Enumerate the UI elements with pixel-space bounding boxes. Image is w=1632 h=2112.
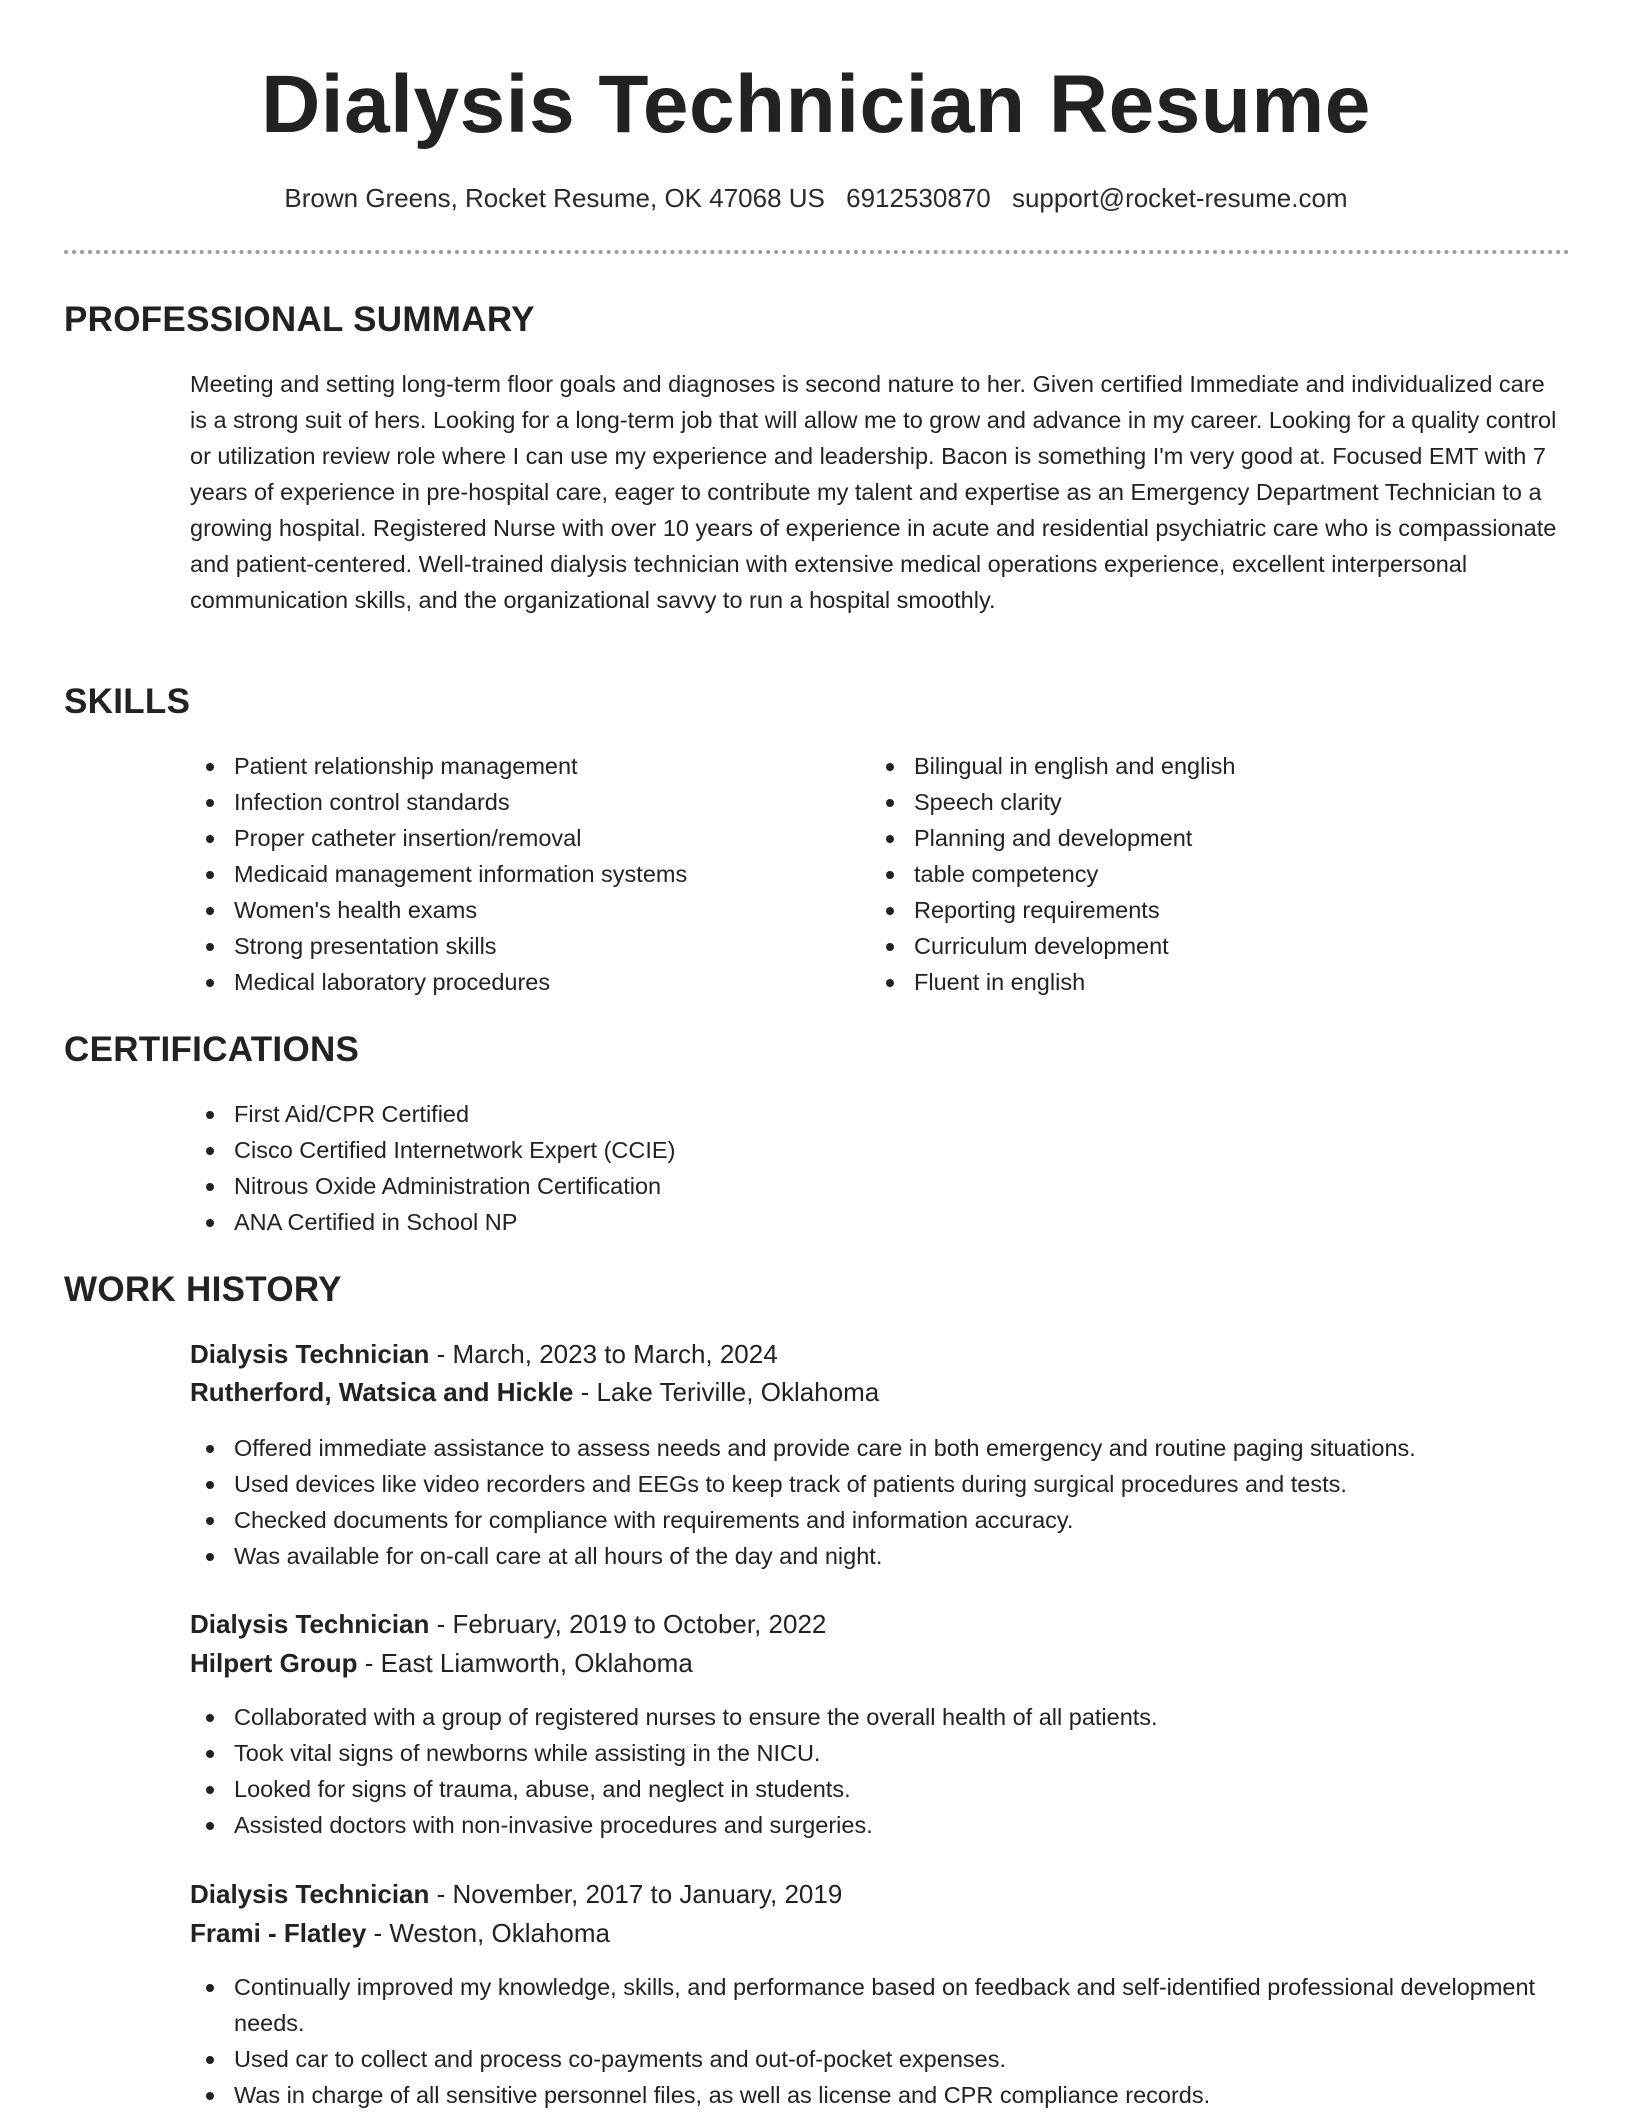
job-location: - East Liamworth, Oklahoma xyxy=(357,1648,693,1678)
skill-item: Planning and development xyxy=(870,820,1510,856)
contact-email: support@rocket-resume.com xyxy=(1011,183,1348,213)
skill-item: Proper catheter insertion/removal xyxy=(190,820,830,856)
certification-item: Nitrous Oxide Administration Certification xyxy=(190,1168,1560,1204)
job-dates: - March, 2023 to March, 2024 xyxy=(429,1339,778,1369)
job-bullet: Assisted doctors with non-invasive procedures and surgeries. xyxy=(190,1807,1570,1843)
job-bullet: Used car to collect and process co-payments and out-of-pocket expenses. xyxy=(190,2041,1570,2077)
job-bullet: Looked for signs of trauma, abuse, and neglect in students. xyxy=(190,1771,1570,1807)
job-bullet: Took vital signs of newborns while assisting in the NICU. xyxy=(190,1735,1570,1771)
section-title-work-history: WORK HISTORY xyxy=(64,1270,342,1309)
skill-item: Fluent in english xyxy=(870,964,1510,1000)
certification-item: ANA Certified in School NP xyxy=(190,1204,1560,1240)
job-location: - Lake Teriville, Oklahoma xyxy=(573,1377,880,1407)
job-title-line xyxy=(190,1335,778,1373)
certification-item: Cisco Certified Internetwork Expert (CCIE) xyxy=(190,1132,1560,1168)
skill-item: Women's health exams xyxy=(190,892,830,928)
job-title: Dialysis Technician xyxy=(190,1609,430,1639)
skills-list-right xyxy=(870,748,1510,1000)
job-bullet: Checked documents for compliance with requirements and information accuracy. xyxy=(190,1502,1570,1538)
job-company-line xyxy=(190,1644,693,1682)
skills-list-left xyxy=(190,748,830,1000)
job-location: - Weston, Oklahoma xyxy=(366,1918,611,1948)
skill-item: table competency xyxy=(870,856,1510,892)
skill-item: Strong presentation skills xyxy=(190,928,830,964)
job-bullets xyxy=(190,1699,1570,1843)
job-bullet: Was available for on-call care at all hours of the day and night. xyxy=(190,1538,1570,1574)
job-dates: - November, 2017 to January, 2019 xyxy=(429,1879,843,1909)
resume-title: Dialysis Technician Resume xyxy=(261,59,1371,150)
section-title-skills: SKILLS xyxy=(64,682,191,721)
header-divider xyxy=(64,250,1570,254)
job-title-line xyxy=(190,1875,842,1913)
job-company-line xyxy=(190,1914,610,1952)
skill-item: Medicaid management information systems xyxy=(190,856,830,892)
contact-address: Brown Greens, Rocket Resume, OK 47068 US xyxy=(284,183,825,213)
certifications-list xyxy=(190,1096,1560,1240)
job-bullet: Used devices like video recorders and EEGs to keep track of patients during surgical procedures and tests. xyxy=(190,1466,1570,1502)
section-title-summary: PROFESSIONAL SUMMARY xyxy=(64,300,535,339)
job-bullet: Offered immediate assistance to assess needs and provide care in both emergency and routine paging situations. xyxy=(190,1430,1570,1466)
job-bullet: Was in charge of all sensitive personnel files, as well as license and CPR compliance records. xyxy=(190,2077,1570,2112)
job-title: Dialysis Technician xyxy=(190,1339,430,1369)
job-company: Rutherford, Watsica and Hickle xyxy=(190,1377,574,1407)
skill-item: Speech clarity xyxy=(870,784,1510,820)
skill-item: Reporting requirements xyxy=(870,892,1510,928)
job-company-line xyxy=(190,1373,879,1411)
skill-item: Curriculum development xyxy=(870,928,1510,964)
summary-text: Meeting and setting long-term floor goals and diagnoses is second nature to her. Given certified Immediate and individualized care is a strong suit of hers. Looking for a long-term job that will allow me to grow and advance in my career. Looking for a quality control or utilization review role where I can use my experience and leadership. Bacon is something I'm very good at. Focused EMT with 7 years of experience in pre-hospital care, eager to contribute my talent and expertise as an Emergency Department Technician to a growing hospital. Registered Nurse with over 10 years of experience in acute and residential psychiatric care who is compassionate and patient-centered. Well-trained dialysis technician with extensive medical operations experience, excellent interpersonal communication skills, and the organizational savvy to run a hospital smoothly. xyxy=(190,371,1557,613)
job-bullets xyxy=(190,1969,1570,2112)
job-bullets xyxy=(190,1430,1570,1574)
contact-line xyxy=(0,180,1632,216)
contact-phone: 6912530870 xyxy=(846,183,991,213)
job-bullet: Collaborated with a group of registered nurses to ensure the overall health of all patients. xyxy=(190,1699,1570,1735)
section-title-certifications: CERTIFICATIONS xyxy=(64,1030,360,1069)
skill-item: Medical laboratory procedures xyxy=(190,964,830,1000)
job-company: Hilpert Group xyxy=(190,1648,358,1678)
certification-item: First Aid/CPR Certified xyxy=(190,1096,1560,1132)
job-title-line xyxy=(190,1605,826,1643)
job-dates: - February, 2019 to October, 2022 xyxy=(429,1609,827,1639)
skill-item: Infection control standards xyxy=(190,784,830,820)
job-company: Frami - Flatley xyxy=(190,1918,367,1948)
skill-item: Patient relationship management xyxy=(190,748,830,784)
job-title: Dialysis Technician xyxy=(190,1879,430,1909)
skill-item: Bilingual in english and english xyxy=(870,748,1510,784)
job-bullet: Continually improved my knowledge, skills, and performance based on feedback and self-identified professional development needs. xyxy=(190,1969,1570,2041)
